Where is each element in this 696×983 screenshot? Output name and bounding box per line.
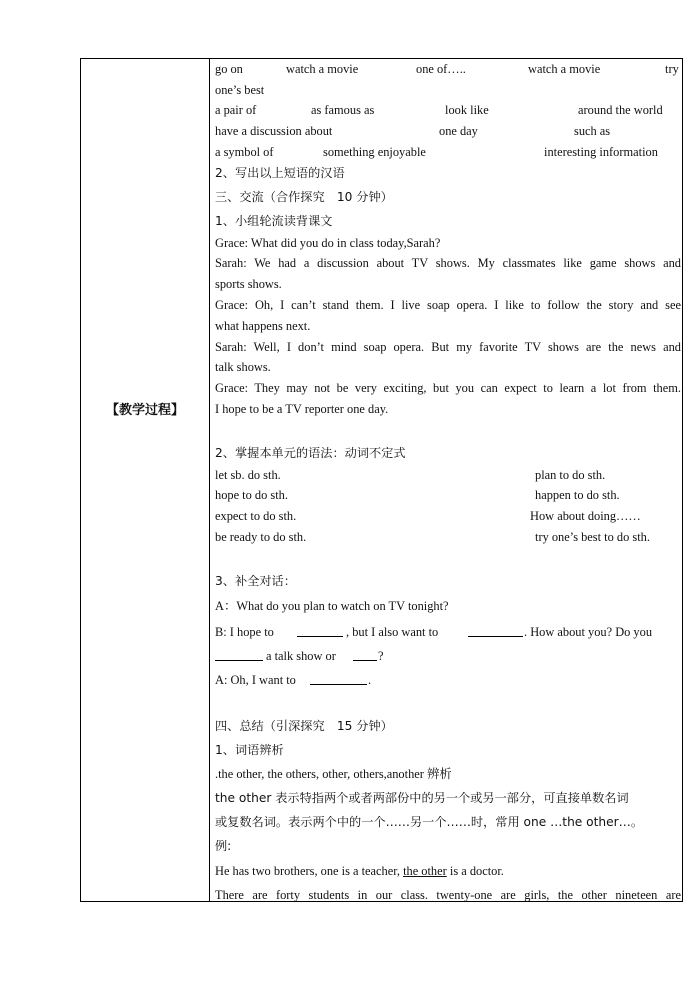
phrase: watch a movie <box>286 62 359 76</box>
example-line <box>215 863 681 879</box>
dialogue-title: 3、补全对话： <box>215 574 296 588</box>
dialogue-line: Grace: What did you do in class today,Sarah? <box>215 236 441 250</box>
underlined-phrase: the other <box>403 864 447 878</box>
explanation-line: the other 表示特指两个或者两部份中的另一个或另一部分，可直接单数名词 <box>215 791 629 805</box>
dialogue-line: Grace: They may not be very exciting, but you can expect to learn a lot from them. <box>215 381 681 395</box>
phrase: watch a movie <box>528 62 601 76</box>
fill-text: A: Oh, I want to <box>215 673 296 687</box>
dialogue-line: sports shows. <box>215 277 282 291</box>
example-line: There are forty students in our class. twenty-one are girls, the other nineteen are <box>215 888 681 902</box>
example-text: He has two brothers, one is a teacher, <box>215 864 400 878</box>
phrase: interesting information <box>544 145 658 159</box>
fill-text: ? <box>378 649 384 663</box>
task-2: 2、写出以上短语的汉语 <box>215 166 345 180</box>
dialogue-line: Sarah: We had a discussion about TV shows. My classmates like game shows and <box>215 256 681 270</box>
grammar-item: try one’s best to do sth. <box>535 530 650 544</box>
section-3-title: 三、交流（合作探究 10 分钟） <box>215 190 393 204</box>
reading-title: 1、小组轮流读背课文 <box>215 214 333 228</box>
grammar-item: How about doing…… <box>530 509 641 523</box>
answer-blank[interactable] <box>297 624 343 637</box>
phrase: as famous as <box>311 103 375 117</box>
phrase: go on <box>215 62 243 76</box>
vocab-words: .the other, the others, other, others,another 辨析 <box>215 767 452 781</box>
dialogue-line: talk shows. <box>215 360 271 374</box>
section-4-title: 四、总结（引深探究 15 分钟） <box>215 719 393 733</box>
phrase: have a discussion about <box>215 124 333 138</box>
grammar-item: hope to do sth. <box>215 488 288 502</box>
phrase: look like <box>445 103 489 117</box>
phrase: one day <box>439 124 478 138</box>
dialogue-line: Sarah: Well, I don’t mind soap opera. But my favorite TV shows are the news and <box>215 340 681 354</box>
answer-blank[interactable] <box>215 648 263 661</box>
example-label: 例: <box>215 839 232 853</box>
lesson-table <box>80 58 683 902</box>
dialogue-line: Grace: Oh, I can’t stand them. I live soap opera. I like to follow the story and see <box>215 298 681 312</box>
phrase: such as <box>574 124 611 138</box>
phrase: a symbol of <box>215 145 274 159</box>
fill-text: . <box>368 673 372 687</box>
phrase: one of….. <box>416 62 466 76</box>
teaching-process-label: 【教学过程】 <box>105 403 184 418</box>
phrase: something enjoyable <box>323 145 426 159</box>
fill-line-a1: A：What do you plan to watch on TV tonight? <box>215 599 449 613</box>
grammar-item: be ready to do sth. <box>215 530 307 544</box>
column-divider <box>209 59 210 901</box>
grammar-item: let sb. do sth. <box>215 468 281 482</box>
phrase: try <box>665 62 679 76</box>
answer-blank[interactable] <box>353 648 377 661</box>
answer-blank[interactable] <box>468 624 523 637</box>
fill-text: B: I hope to <box>215 625 274 639</box>
phrase-row-1-cont: one’s best <box>215 83 265 97</box>
grammar-item: happen to do sth. <box>535 488 620 502</box>
vocab-title: 1、词语辨析 <box>215 743 284 757</box>
grammar-item: expect to do sth. <box>215 509 297 523</box>
fill-text: a talk show or <box>266 649 336 663</box>
phrase: a pair of <box>215 103 257 117</box>
dialogue-line: what happens next. <box>215 319 311 333</box>
grammar-title: 2、掌握本单元的语法：动词不定式 <box>215 446 406 460</box>
phrase: around the world <box>578 103 663 117</box>
example-text: is a doctor. <box>449 864 504 878</box>
grammar-item: plan to do sth. <box>535 468 606 482</box>
fill-text: , but I also want to <box>346 625 439 639</box>
dialogue-line: I hope to be a TV reporter one day. <box>215 402 389 416</box>
fill-text: . How about you? Do you <box>524 625 653 639</box>
explanation-line: 或复数名词。表示两个中的一个……另一个……时，常用 one …the other…。 <box>215 815 644 829</box>
answer-blank[interactable] <box>310 672 367 685</box>
